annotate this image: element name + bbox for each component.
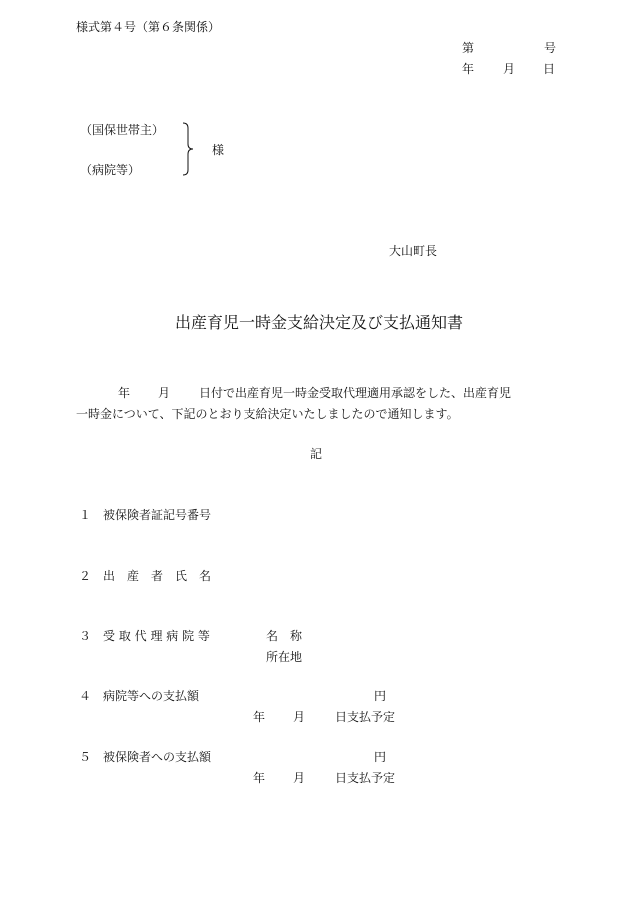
item-5-year: 年 [253,771,266,785]
item-3-address-field: 所在地 [266,650,303,664]
item-4-yen: 円 [374,689,387,703]
form-label: 様式第４号（第６条関係） [76,20,221,34]
item-2-label: 出 産 者 氏 名 [103,569,212,583]
date-month: 月 [503,62,516,76]
issuer-mayor: 大山町長 [389,244,438,258]
addressee-householder: （国保世帯主） [80,123,165,137]
item-4-number: ４ [79,689,92,703]
item-4-year: 年 [253,710,266,724]
item-5-label: 被保険者への支払額 [103,750,212,764]
item-1-label: 被保険者証記号番号 [103,508,212,522]
body-date-year: 年 [118,386,131,400]
date-year: 年 [462,62,475,76]
item-5-yen: 円 [374,750,387,764]
item-4-month: 月 [293,710,306,724]
item-5-number: ５ [79,750,92,764]
item-4-payment-plan: 日支払予定 [335,710,396,724]
item-1-number: １ [79,508,92,522]
item-2-number: ２ [79,569,92,583]
item-4-label: 病院等への支払額 [103,689,200,703]
body-line-1: 日付で出産育児一時金受取代理適用承認をした、出産育児 [199,386,512,400]
addressee-brace [180,122,196,176]
item-5-month: 月 [293,771,306,785]
honorific-sama: 様 [212,143,225,157]
ref-go: 号 [544,41,557,55]
date-day: 日 [543,62,556,76]
ref-dai: 第 [462,41,475,55]
body-date-month: 月 [158,386,171,400]
body-line-2: 一時金について、下記のとおり支給決定いたしましたので通知します。 [76,407,459,421]
document-title: 出産育児一時金支給決定及び支払通知書 [175,313,464,332]
ki-heading: 記 [310,447,323,461]
addressee-hospital: （病院等） [80,163,141,177]
item-3-label: 受 取 代 理 病 院 等 [103,629,210,643]
item-3-name-field: 名 称 [266,629,303,643]
item-3-number: ３ [79,629,92,643]
item-5-payment-plan: 日支払予定 [335,771,396,785]
